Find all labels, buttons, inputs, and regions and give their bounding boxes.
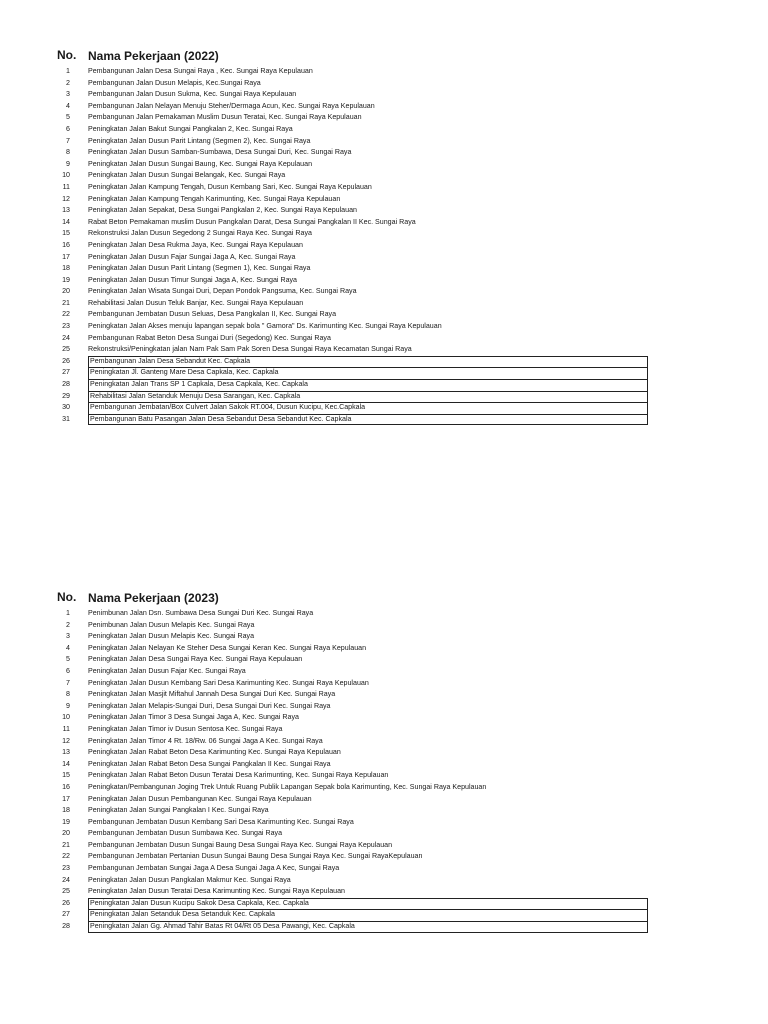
row-work-name: Pembangunan Jalan Desa Sungai Raya , Kec. Sungai Raya Kepulauan	[88, 67, 313, 75]
row-number: 20	[62, 829, 70, 838]
table-row	[0, 66, 768, 78]
row-work-name: Rekonstruksi/Peningkatan jalan Nam Pak Sam Pak Soren Desa Sungai Raya Kecamatan Sungai Raya	[88, 345, 412, 354]
table-row	[0, 217, 768, 229]
table-row	[0, 194, 768, 206]
table-row	[0, 759, 768, 771]
row-number: 19	[62, 275, 70, 284]
row-number: 23	[62, 864, 70, 873]
row-work-name: Peningkatan Jalan Trans SP 1 Capkala, Desa Capkala, Kec. Capkala	[90, 380, 308, 389]
row-work-name: Peningkatan Jalan Desa Rukma Jaya, Kec. Sungai Raya Kepulauan	[88, 240, 303, 249]
table-row	[0, 620, 768, 632]
row-work-name: Peningkatan Jalan Rabat Beton Desa Sungai Pangkalan II Kec. Sungai Raya	[88, 759, 331, 768]
row-number: 4	[66, 101, 70, 110]
row-work-name: Peningkatan Jalan Dusun Pangkalan Makmur Kec. Sungai Raya	[88, 875, 291, 884]
table-row	[0, 747, 768, 759]
row-number: 24	[62, 875, 70, 884]
table-body	[0, 608, 768, 933]
row-work-name: Pembangunan Jembatan Dusun Sungai Baung Desa Sungai Raya Kec. Sungai Raya Kepulauan	[88, 840, 393, 849]
row-number: 1	[66, 609, 70, 617]
table-row	[0, 170, 768, 182]
row-work-name: Pembangunan Jalan Dusun Melapis, Kec.Sungai Raya	[88, 78, 261, 87]
table-row	[0, 240, 768, 252]
table-row	[0, 631, 768, 643]
table-row	[0, 78, 768, 90]
table-body	[0, 66, 768, 425]
row-work-name: Peningkatan Jalan Bakut Sungai Pangkalan 2, Kec. Sungai Raya	[88, 124, 293, 133]
table-row	[0, 159, 768, 171]
row-work-name: Rabat Beton Pemakaman muslim Dusun Pangkalan Darat, Desa Sungai Pangkalan II Kec. Sungai Raya	[88, 217, 416, 226]
row-work-name: Peningkatan Jalan Dusun Pembangunan Kec. Sungai Raya Kepulauan	[88, 794, 312, 803]
title-column-header: Nama Pekerjaan (2022)	[88, 49, 219, 63]
row-number: 2	[66, 620, 70, 629]
row-number: 26	[62, 356, 70, 365]
table-header	[0, 48, 768, 66]
row-number: 28	[62, 380, 70, 389]
table-row	[0, 782, 768, 794]
row-work-name: Pembangunan Jembatan Pertanian Dusun Sungai Baung Desa Sungai Raya Kec. Sungai RayaKepulauan	[88, 852, 423, 861]
table-row	[0, 851, 768, 863]
table-row	[0, 321, 768, 333]
table-row	[0, 678, 768, 690]
table-row	[0, 275, 768, 287]
table-row	[0, 921, 768, 933]
row-work-name: Peningkatan Jalan Rabat Beton Dusun Teratai Desa Karimunting, Kec. Sungai Raya Kepulauan	[88, 771, 389, 780]
row-number: 20	[62, 287, 70, 296]
row-work-name: Peningkatan Jalan Setanduk Desa Setanduk Kec. Capkala	[90, 910, 275, 919]
row-work-name: Peningkatan Jalan Dusun Samban-Sumbawa, Desa Sungai Duri, Kec. Sungai Raya	[88, 148, 352, 157]
row-work-name: Peningkatan Jalan Dusun Kucipu Sakok Desa Capkala, Kec. Capkala	[90, 898, 309, 907]
row-work-name: Pembangunan Jembatan/Box Culvert Jalan Sakok RT.004, Dusun Kucipu, Kec.Capkala	[90, 403, 366, 412]
work-list-2023	[0, 590, 768, 933]
table-row	[0, 286, 768, 298]
row-number: 16	[62, 782, 70, 791]
table-row	[0, 724, 768, 736]
row-work-name: Penimbunan Jalan Dsn. Sumbawa Desa Sungai Duri Kec. Sungai Raya	[88, 609, 314, 617]
table-row	[0, 414, 768, 426]
table-row	[0, 402, 768, 414]
table-row	[0, 805, 768, 817]
no-column-header: No.	[57, 590, 77, 604]
table-row	[0, 817, 768, 829]
row-number: 5	[66, 655, 70, 664]
row-number: 17	[62, 252, 70, 261]
row-number: 7	[66, 678, 70, 687]
row-number: 4	[66, 643, 70, 652]
work-list-2022	[0, 48, 768, 425]
row-work-name: Peningkatan Jalan Rabat Beton Desa Karimunting Kec. Sungai Raya Kepulauan	[88, 748, 341, 757]
row-work-name: Peningkatan Jalan Dusun Timur Sungai Jaga A, Kec. Sungai Raya	[88, 275, 298, 284]
table-row	[0, 112, 768, 124]
row-number: 27	[62, 368, 70, 377]
row-number: 15	[62, 771, 70, 780]
row-number: 9	[66, 701, 70, 710]
table-row	[0, 608, 768, 620]
row-number: 26	[62, 898, 70, 907]
row-number: 13	[62, 748, 70, 757]
table-row	[0, 828, 768, 840]
row-work-name: Peningkatan Jalan Kampung Tengah Karimunting, Kec. Sungai Raya Kepulauan	[88, 194, 341, 203]
table-row	[0, 344, 768, 356]
row-number: 24	[62, 333, 70, 342]
row-number: 6	[66, 666, 70, 675]
row-number: 17	[62, 794, 70, 803]
table-row	[0, 701, 768, 713]
table-row	[0, 252, 768, 264]
table-row	[0, 205, 768, 217]
no-column-header: No.	[57, 48, 77, 62]
row-number: 1	[66, 67, 70, 75]
row-work-name: Peningkatan/Pembangunan Joging Trek Untuk Ruang Publik Lapangan Sepak bola Karimunting, Kec. Sungai Raya Kepulauan	[88, 782, 487, 791]
row-number: 2	[66, 78, 70, 87]
row-work-name: Peningkatan Jalan Dusun Sungai Belangak, Kec. Sungai Raya	[88, 171, 286, 180]
row-work-name: Peningkatan Jalan Kampung Tengah, Dusun Kembang Sari, Kec. Sungai Raya Kepulauan	[88, 182, 372, 191]
row-number: 25	[62, 887, 70, 896]
row-number: 12	[62, 194, 70, 203]
row-work-name: Pembangunan Jembatan Sungai Jaga A Desa Sungai Jaga A Kec, Sungai Raya	[88, 864, 340, 873]
row-work-name: Rehabilitasi Jalan Setanduk Menuju Desa Sarangan, Kec. Capkala	[90, 391, 301, 400]
row-work-name: Pembangunan Jembatan Dusun Kembang Sari Desa Karimunting Kec. Sungai Raya	[88, 817, 354, 826]
title-column-header: Nama Pekerjaan (2023)	[88, 591, 219, 605]
row-number: 22	[62, 852, 70, 861]
table-row	[0, 136, 768, 148]
row-work-name: Peningkatan Jalan Nelayan Ke Steher Desa Sungai Keran Kec. Sungai Raya Kepulauan	[88, 643, 367, 652]
row-number: 19	[62, 817, 70, 826]
row-work-name: Peningkatan Jalan Desa Sungai Raya Kec. Sungai Raya Kepulauan	[88, 655, 303, 664]
row-number: 8	[66, 148, 70, 157]
row-work-name: Peningkatan Jalan Akses menuju lapangan sepak bola " Gamora" Ds. Karimunting Kec. Sungai Raya Kepulauan	[88, 322, 442, 331]
row-number: 14	[62, 759, 70, 768]
row-work-name: Pembangunan Batu Pasangan Jalan Desa Sebandut Desa Sebandut Kec. Capkala	[90, 414, 352, 423]
row-work-name: Peningkatan Jalan Timor 3 Desa Sungai Jaga A, Kec. Sungai Raya	[88, 713, 299, 722]
row-number: 7	[66, 136, 70, 145]
row-number: 27	[62, 910, 70, 919]
row-work-name: Rekonstruksi Jalan Dusun Segedong 2 Sungai Raya Kec. Sungai Raya	[88, 229, 312, 238]
table-row	[0, 309, 768, 321]
row-work-name: Peningkatan Jalan Masjit Miftahul Jannah Desa Sungai Duri Kec. Sungai Raya	[88, 690, 336, 699]
table-row	[0, 333, 768, 345]
row-work-name: Rehabilitasi Jalan Dusun Teluk Banjar, Kec. Sungai Raya Kepulauan	[88, 298, 304, 307]
table-row	[0, 863, 768, 875]
row-work-name: Pembangunan Jalan Nelayan Menuju Steher/Dermaga Acun, Kec. Sungai Raya Kepulauan	[88, 101, 375, 110]
row-work-name: Pembangunan Jembatan Dusun Seluas, Desa Pangkalan II, Kec. Sungai Raya	[88, 310, 337, 319]
table-row	[0, 909, 768, 921]
row-work-name: Peningkatan Jalan Sepakat, Desa Sungai Pangkalan 2, Kec. Sungai Raya Kepulauan	[88, 206, 357, 215]
table-row	[0, 298, 768, 310]
table-row	[0, 391, 768, 403]
row-number: 10	[62, 171, 70, 180]
table-row	[0, 643, 768, 655]
row-work-name: Peningkatan Jalan Dusun Sungai Baung, Kec. Sungai Raya Kepulauan	[88, 159, 313, 168]
row-number: 3	[66, 632, 70, 641]
row-number: 18	[62, 806, 70, 815]
row-number: 13	[62, 206, 70, 215]
row-work-name: Pembangunan Jembatan Dusun Sumbawa Kec. Sungai Raya	[88, 829, 283, 838]
row-number: 6	[66, 124, 70, 133]
row-work-name: Peningkatan Jalan Dusun Parit Lintang (Segmen 1), Kec. Sungai Raya	[88, 264, 311, 273]
row-number: 12	[62, 736, 70, 745]
table-row	[0, 654, 768, 666]
row-work-name: Peningkatan Jl. Ganteng Mare Desa Capkala, Kec. Capkala	[90, 368, 279, 377]
row-number: 31	[62, 414, 70, 423]
row-number: 16	[62, 240, 70, 249]
row-work-name: Peningkatan Jalan Gg. Ahmad Tahir Batas Rt 04/Rt 05 Desa Pawangi, Kec. Capkala	[90, 922, 355, 931]
row-number: 22	[62, 310, 70, 319]
row-number: 3	[66, 90, 70, 99]
table-row	[0, 666, 768, 678]
row-number: 30	[62, 403, 70, 412]
table-row	[0, 147, 768, 159]
row-work-name: Peningkatan Jalan Dusun Teratai Desa Karimunting Kec. Sungai Raya Kepulauan	[88, 887, 345, 896]
table-row	[0, 367, 768, 379]
row-number: 5	[66, 113, 70, 122]
row-work-name: Peningkatan Jalan Sungai Pangkalan I Kec. Sungai Raya	[88, 806, 269, 815]
table-row	[0, 712, 768, 724]
row-number: 8	[66, 690, 70, 699]
table-row	[0, 101, 768, 113]
row-work-name: Pembangunan Jalan Dusun Sukma, Kec. Sungai Raya Kepulauan	[88, 90, 297, 99]
row-work-name: Pembangunan Jalan Pemakaman Muslim Dusun Teratai, Kec. Sungai Raya Kepulauan	[88, 113, 362, 122]
table-row	[0, 886, 768, 898]
row-work-name: Peningkatan Jalan Timor 4 Rt. 18/Rw. 06 Sungai Jaga A Kec. Sungai Raya	[88, 736, 323, 745]
table-row	[0, 898, 768, 910]
row-work-name: Penimbunan Jalan Dusun Melapis Kec. Sungai Raya	[88, 620, 255, 629]
table-row	[0, 182, 768, 194]
table-row	[0, 356, 768, 368]
table-row	[0, 379, 768, 391]
row-number: 28	[62, 922, 70, 931]
row-number: 11	[62, 724, 70, 733]
row-number: 15	[62, 229, 70, 238]
row-work-name: Peningkatan Jalan Dusun Melapis Kec. Sungai Raya	[88, 632, 255, 641]
row-work-name: Peningkatan Jalan Dusun Fajar Kec. Sungai Raya	[88, 666, 246, 675]
row-work-name: Peningkatan Jalan Timor iv Dusun Sentosa Kec. Sungai Raya	[88, 724, 283, 733]
table-row	[0, 228, 768, 240]
row-work-name: Pembangunan Jalan Desa Sebandut Kec. Capkala	[90, 356, 251, 365]
table-row	[0, 840, 768, 852]
table-row	[0, 736, 768, 748]
row-work-name: Peningkatan Jalan Dusun Kembang Sari Desa Karimunting Kec. Sungai Raya Kepulauan	[88, 678, 369, 687]
row-number: 14	[62, 217, 70, 226]
table-header	[0, 590, 768, 608]
table-row	[0, 794, 768, 806]
table-row	[0, 875, 768, 887]
row-number: 25	[62, 345, 70, 354]
row-number: 9	[66, 159, 70, 168]
row-work-name: Peningkatan Jalan Wisata Sungai Duri, Depan Pondok Pangsuma, Kec. Sungai Raya	[88, 287, 357, 296]
row-number: 23	[62, 322, 70, 331]
row-work-name: Peningkatan Jalan Dusun Fajar Sungai Jaga A, Kec. Sungai Raya	[88, 252, 296, 261]
table-row	[0, 89, 768, 101]
row-number: 10	[62, 713, 70, 722]
row-number: 21	[62, 298, 70, 307]
row-work-name: Pembangunan Rabat Beton Desa Sungai Duri (Segedong) Kec. Sungai Raya	[88, 333, 331, 342]
row-work-name: Peningkatan Jalan Dusun Parit Lintang (Segmen 2), Kec. Sungai Raya	[88, 136, 311, 145]
table-row	[0, 689, 768, 701]
row-number: 18	[62, 264, 70, 273]
row-work-name: Peningkatan Jalan Melapis-Sungai Duri, Desa Sungai Duri Kec. Sungai Raya	[88, 701, 331, 710]
row-number: 21	[62, 840, 70, 849]
row-number: 29	[62, 391, 70, 400]
table-row	[0, 263, 768, 275]
table-row	[0, 124, 768, 136]
table-row	[0, 770, 768, 782]
row-number: 11	[62, 182, 70, 191]
